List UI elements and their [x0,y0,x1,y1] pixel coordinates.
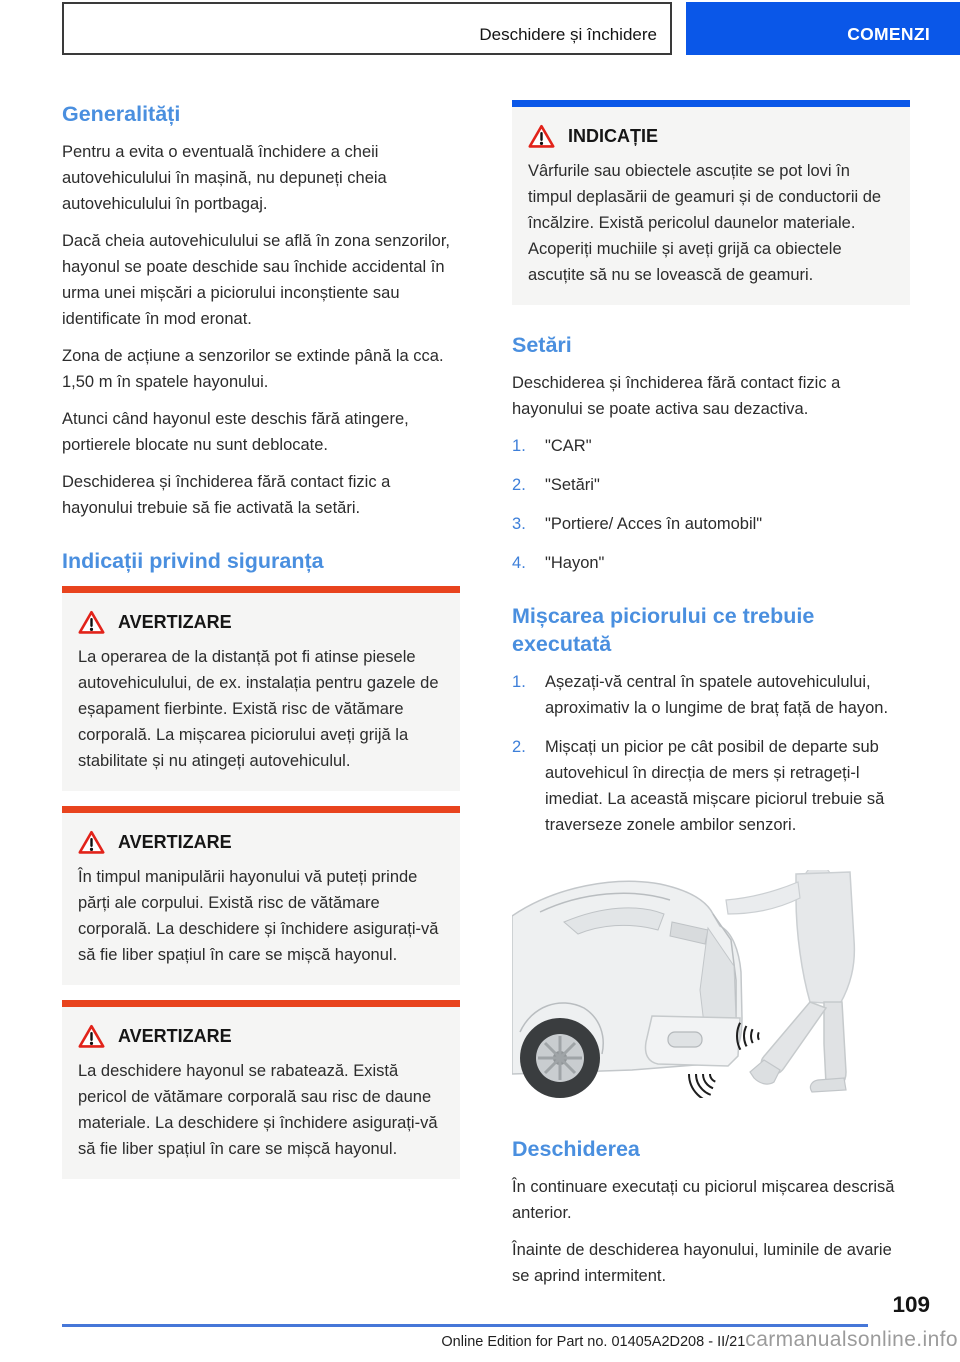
header-section-tab [686,2,960,55]
step-item: Mișcați un picior pe cât posibil de departe sub autovehicul în direcția de mers și retrageți-l imediat. La această mișcare piciorul trebuie să traverseze zonele ambilor senzori. [545,738,885,834]
warning-label: AVERTIZARE [118,612,232,632]
edition-text: Online Edition for Part no. 01405A2D208 - II/21 [441,1334,746,1350]
step-item: "CAR" [545,437,592,455]
notice-label: INDICAȚIE [568,126,658,146]
notice-text: Vârfurile sau obiectele ascuțite se pot lovi în timpul deplasării de geamuri și de conductorii de încălzire. Există pericolul daunelor materiale. Acoperiți muchiile și aveți grijă ca obiectele ascuțite să nu se lovească de geamuri. [528,162,882,284]
warning-triangle-icon [528,124,555,149]
breadcrumb: Deschidere și închidere [479,25,657,44]
notice-box [512,100,910,305]
step-item: "Setări" [545,476,600,494]
warning-label: AVERTIZARE [118,1026,232,1046]
footer-rule [62,1324,868,1327]
warning-text: La deschidere hayonul se rabatează. Există pericol de vătămare corporală sau risc de daune materiale. La deschidere și închidere asigurați-vă să fie liber spațiul în care se mișcă hayonul. [78,1062,438,1158]
section-heading-generalitati: Generalități [62,102,181,126]
paragraph: Atunci când hayonul este deschis fără atingere, portierele blocate nu sunt deblocate. [62,410,409,454]
warning-triangle-icon [78,610,105,635]
section-heading-indicatii-siguranta: Indicații privind siguranța [62,549,324,573]
warning-header [78,1024,444,1049]
section-tab-label: COMENZI [847,24,930,44]
warning-box [62,1000,460,1179]
warning-box [62,586,460,791]
header-chapter-box [62,2,672,55]
paragraph: Deschiderea și închiderea fără contact fizic a hayonului se poate activa sau dezactiva. [512,374,841,418]
paragraph: Pentru a evita o eventuală închidere a cheii autovehiculului în mașină, nu depuneți cheia autovehiculului în portbagaj. [62,143,387,213]
warning-header [78,830,444,855]
paragraph: Zona de acțiune a senzorilor se extinde până la cca. 1,50 m în spatele hayonului. [62,347,444,391]
warning-header [78,610,444,635]
notice-header [528,124,894,149]
footer-row [62,1328,958,1352]
warning-label: AVERTIZARE [118,832,232,852]
paragraph: În continuare executați cu piciorul mișcarea descrisă anterior. [512,1178,895,1222]
foot-motion-step-list [512,669,910,838]
warning-text: La operarea de la distanță pot fi atinse piesele autovehiculului, de ex. instalația pentru gazele de eșapament fierbinte. Există risc de vătămare corporală. La mișcarea piciorului aveți grijă la stabilitate și nu atingeți autovehiculul. [78,648,439,770]
left-column [62,100,460,1194]
section-heading-miscarea-piciorului: Mișcarea piciorului ce trebuie executată [512,604,815,656]
watermark-text: carmanualsonline.info [745,1328,958,1351]
step-item: "Portiere/ Acces în automobil" [545,515,763,533]
warning-box [62,806,460,985]
paragraph: Înainte de deschiderea hayonului, luminile de avarie se aprind intermitent. [512,1241,892,1285]
tailgate-foot-sensor-illustration [512,870,864,1098]
step-item: Așezați-vă central în spatele autovehiculului, aproximativ la o lungime de braț față de hayon. [545,673,889,717]
step-item: "Hayon" [545,554,605,572]
paragraph: Dacă cheia autovehiculului se află în zona senzorilor, hayonul se poate deschide sau închide accidental în urma unei mișcări a piciorului inconștiente sau identificate în mod eronat. [62,232,450,328]
section-heading-deschiderea: Deschiderea [512,1137,640,1161]
section-heading-setari: Setări [512,333,572,357]
paragraph: Deschiderea și închiderea fără contact fizic a hayonului trebuie să fie activată la setări. [62,473,391,517]
right-column [512,100,910,1300]
warning-triangle-icon [78,830,105,855]
warning-triangle-icon [78,1024,105,1049]
settings-step-list [512,433,910,576]
page-number: 109 [892,1292,930,1317]
warning-text: În timpul manipulării hayonului vă puteți prinde părți ale corpului. Există risc de vătămare corporală. La deschidere și închidere asigurați-vă să fie liber spațiul în care se mișcă hayonul. [78,868,439,964]
